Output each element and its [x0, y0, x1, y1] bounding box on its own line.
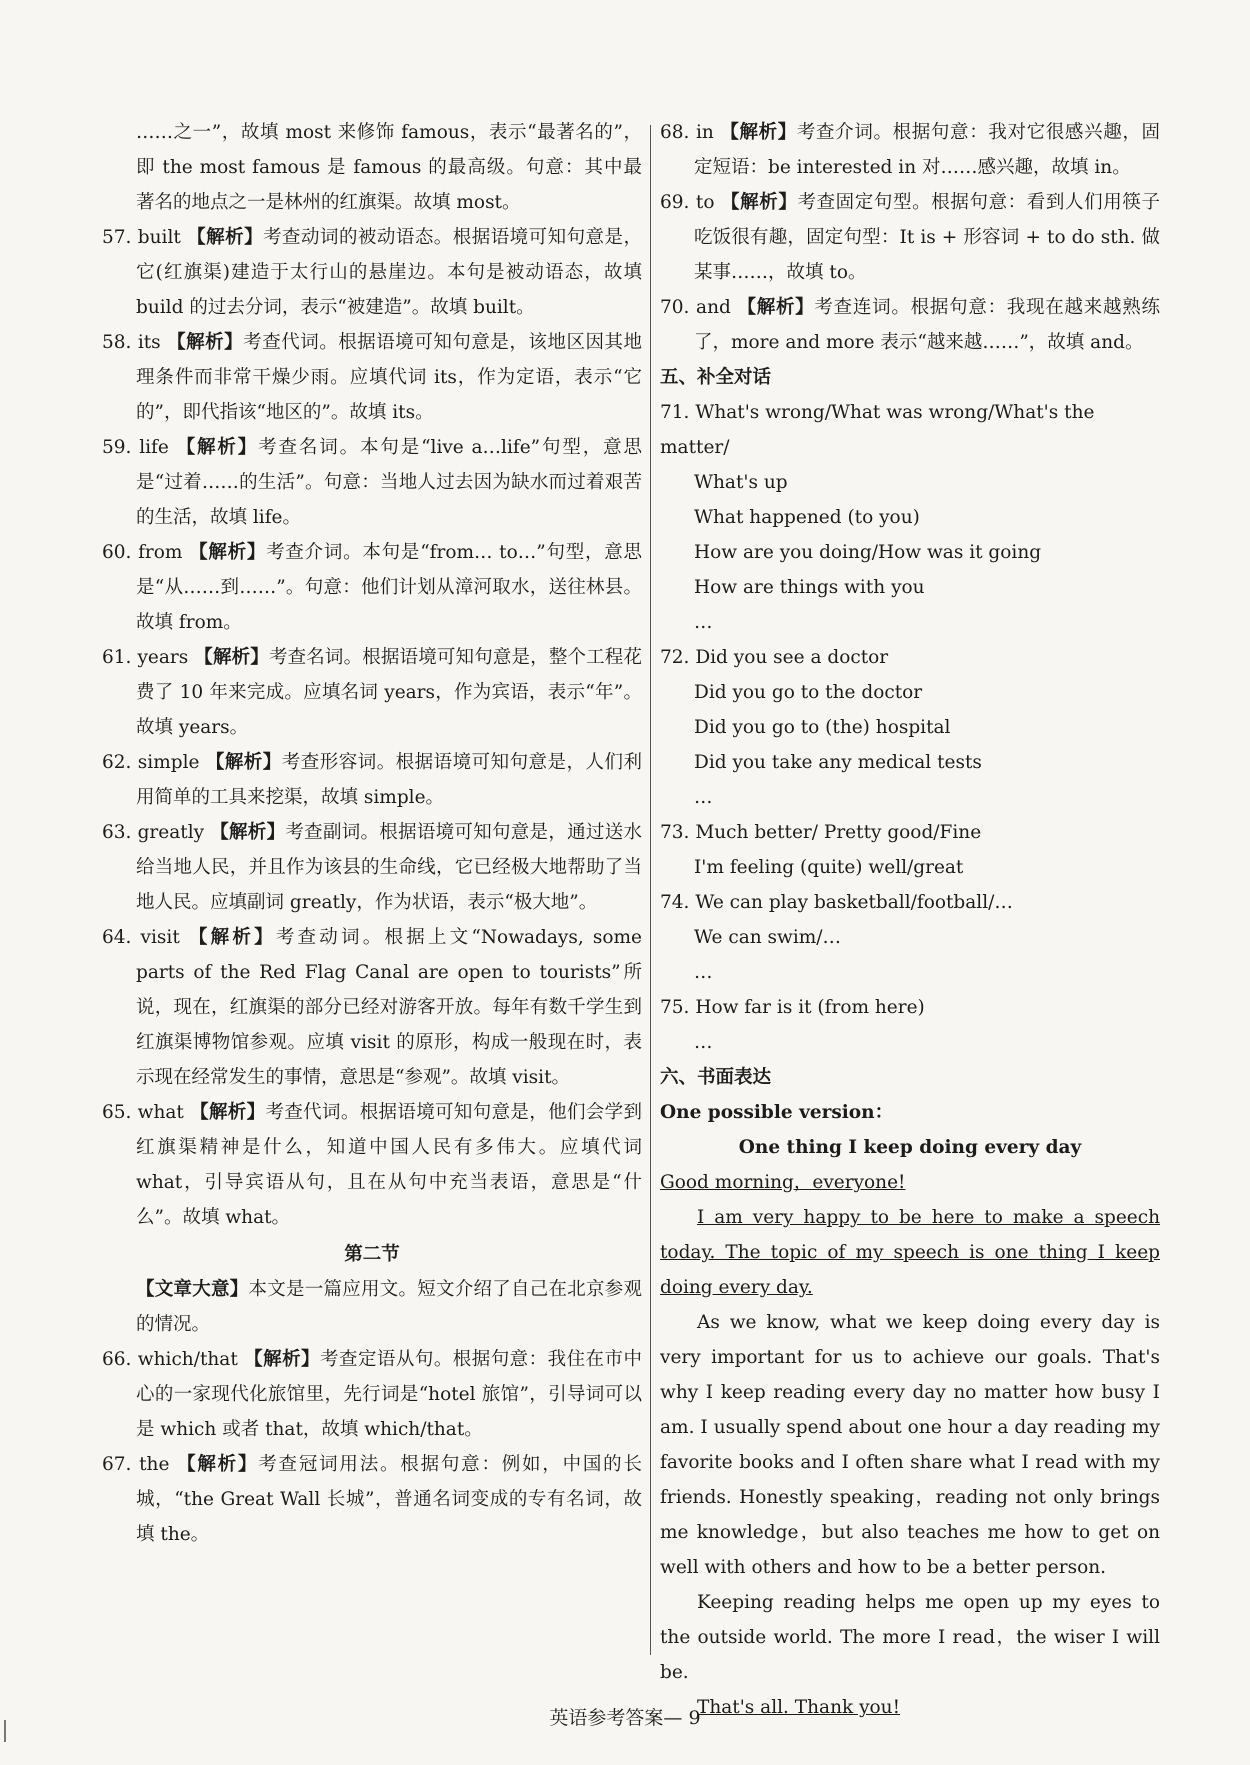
answer-word: greatly: [137, 822, 205, 843]
answer-item: [102, 1095, 642, 1235]
section6-title: 六、书面表达: [660, 1067, 772, 1088]
answer-item: [660, 115, 1160, 185]
dialog-number: 72.: [660, 647, 690, 668]
answer-number: 60.: [102, 542, 132, 563]
margin-mark: [4, 1720, 6, 1742]
dialog-line: …: [694, 787, 713, 808]
analysis-tag: 【解析】: [721, 192, 798, 213]
right-column: [660, 115, 1160, 1725]
analysis-tag: 【解析】: [210, 822, 286, 843]
dialog-line: …: [694, 962, 713, 983]
answer-item: [102, 220, 642, 325]
answer-item: [660, 290, 1160, 360]
dialog-answer: [660, 395, 1160, 465]
answer-item: [102, 640, 642, 745]
answer-number: 66.: [102, 1349, 132, 1370]
dialog-line: …: [694, 612, 713, 633]
analysis-tag: 【解析】: [190, 1102, 266, 1123]
answer-number: 65.: [102, 1102, 132, 1123]
answer-number: 67.: [102, 1454, 132, 1475]
analysis-text: 考查副词。根据语境可知句意是，通过送水给当地人民，并且作为该县的生命线，它已经极大地帮助了当地人民。应填副词 greatly，作为状语，表示“极大地”。: [136, 822, 642, 913]
answer-word: life: [139, 437, 169, 458]
analysis-tag: 【解析】: [737, 297, 815, 318]
analysis-text: 考查代词。根据语境可知句意是，该地区因其地理条件而非常干燥少雨。应填代词 its，作为定语，表示“它的”，即代指该“地区的”。故填 its。: [136, 332, 642, 423]
summary-tag: 【文章大意】: [136, 1279, 249, 1300]
dialog-number: 75.: [660, 997, 690, 1018]
answer-item: [102, 430, 642, 535]
answer-word: from: [138, 542, 183, 563]
dialog-number: 71.: [660, 402, 690, 423]
analysis-tag: 【解析】: [188, 927, 276, 948]
answer-item: [102, 920, 642, 1095]
dialog-line: How far is it (from here): [695, 997, 925, 1018]
answer-number: 59.: [102, 437, 132, 458]
answer-word: built: [137, 227, 181, 248]
dialog-line: What happened (to you): [694, 507, 920, 528]
answer-word: years: [137, 647, 189, 668]
answer-word: the: [139, 1454, 170, 1475]
analysis-tag: 【解析】: [187, 227, 264, 248]
dialog-line: We can play basketball/football/…: [695, 892, 1013, 913]
answer-item: [102, 745, 642, 815]
essay-paragraph-2: As we know, what we keep doing every day is very important for us to achieve our goals. That's why I keep reading every day no matter how busy I am. I usually spend about one hour a day reading my favorite books and I often share what I read with my friends. Honestly speaking，reading not only brings me knowledge，but also teaches me how to get on well with others and how to be a better person.: [660, 1312, 1160, 1578]
dialog-answer: [660, 885, 1160, 920]
analysis-tag: 【解析】: [244, 1349, 321, 1370]
analysis-tag: 【解析】: [194, 647, 269, 668]
dialog-answer: [660, 815, 1160, 850]
analysis-tag: 【解析】: [205, 752, 282, 773]
analysis-text: 考查动词的被动语态。根据语境可知句意是，它(红旗渠)建造于太行山的悬崖边。本句是被动语态，故填 build 的过去分词，表示“被建造”。故填 built。: [136, 227, 642, 318]
analysis-text: 考查固定句型。根据句意：看到人们用筷子吃饭很有趣，固定句型：It is + 形容词 + to do sth. 做某事……，故填 to。: [694, 192, 1160, 283]
summary-text: 本文是一篇应用文。短文介绍了自己在北京参观的情况。: [136, 1279, 642, 1335]
answer-word: to: [695, 192, 715, 213]
answer-item: [102, 1447, 642, 1552]
answer-number: 69.: [660, 192, 690, 213]
dialog-line: …: [694, 1032, 713, 1053]
dialog-line: What's wrong/What was wrong/What's the matter/: [660, 402, 1095, 458]
answer-word: in: [695, 122, 714, 143]
analysis-text: 考查连词。根据句意：我现在越来越熟练了，more and more 表示“越来越……”，故填 and。: [694, 297, 1160, 353]
answer-number: 57.: [102, 227, 132, 248]
essay-greeting: Good morning，everyone!: [660, 1172, 906, 1193]
analysis-text: 考查介词。本句是“from… to…”句型，意思是“从……到……”。句意：他们计划从漳河取水，送往林县。故填 from。: [136, 542, 642, 633]
analysis-text: 考查名词。根据语境可知句意是，整个工程花费了 10 年来完成。应填名词 years，作为宾语，表示“年”。故填 years。: [136, 647, 642, 738]
answer-item: [660, 185, 1160, 290]
dialog-line: What's up: [694, 472, 788, 493]
answer-number: 62.: [102, 752, 132, 773]
essay-paragraph-3: Keeping reading helps me open up my eyes to the outside world. The more I read，the wiser I will be.: [660, 1592, 1160, 1683]
analysis-tag: 【解析】: [177, 1454, 259, 1475]
summary-paragraph: [102, 1272, 642, 1342]
answer-word: what: [137, 1102, 184, 1123]
answer-number: 64.: [102, 927, 132, 948]
analysis-tag: 【解析】: [720, 122, 797, 143]
analysis-text: 考查介词。根据句意：我对它很感兴趣，固定短语：be interested in 对……感兴趣，故填 in。: [694, 122, 1160, 178]
answer-item: [102, 325, 642, 430]
analysis-text: 考查形容词。根据语境可知句意是，人们利用简单的工具来挖渠，故填 simple。: [136, 752, 642, 808]
analysis-text: 考查名词。本句是“live a…life”句型，意思是“过着……的生活”。句意：当地人过去因为缺水而过着艰苦的生活，故填 life。: [136, 437, 642, 528]
dialog-line: We can swim/…: [694, 927, 842, 948]
analysis-text: 考查冠词用法。根据句意：例如，中国的长城，“the Great Wall 长城”，普通名词变成的专有名词，故填 the。: [136, 1454, 642, 1545]
answer-number: 63.: [102, 822, 132, 843]
page-footer: 英语参考答案— 9: [549, 1707, 701, 1729]
answer-item: [102, 815, 642, 920]
dialog-line: How are things with you: [694, 577, 925, 598]
column-divider: [650, 125, 651, 1655]
answer-word: and: [696, 297, 731, 318]
essay-closing: That's all. Thank you!: [697, 1697, 901, 1718]
answer-number: 61.: [102, 647, 132, 668]
dialog-line: Did you go to (the) hospital: [694, 717, 951, 738]
answer-number: 70.: [660, 297, 690, 318]
dialog-line: I'm feeling (quite) well/great: [694, 857, 964, 878]
answer-word: simple: [137, 752, 200, 773]
section5-title: 五、补全对话: [660, 367, 772, 388]
section2-title: 第二节: [344, 1244, 400, 1265]
dialog-answer: [660, 640, 1160, 675]
dialog-number: 73.: [660, 822, 690, 843]
dialog-line: Did you see a doctor: [695, 647, 889, 668]
dialog-answer: [660, 990, 1160, 1025]
answer-word: its: [137, 332, 161, 353]
analysis-tag: 【解析】: [176, 437, 259, 458]
answer-item: [102, 1342, 642, 1447]
essay-body: [660, 1165, 1160, 1725]
dialog-line: Did you go to the doctor: [694, 682, 923, 703]
analysis-text: 考查定语从句。根据句意：我住在市中心的一家现代化旅馆里，先行词是“hotel 旅馆”，引导词可以是 which 或者 that，故填 which/that。: [136, 1349, 642, 1440]
intro-paragraph: ……之一”，故填 most 来修饰 famous，表示“最著名的”，即 the most famous 是 famous 的最高级。句意：其中最著名的地点之一是林州的红旗渠。故填 most。: [136, 122, 642, 213]
answer-item: [102, 535, 642, 640]
dialog-line: How are you doing/How was it going: [694, 542, 1042, 563]
left-column: [102, 115, 642, 1552]
answer-number: 68.: [660, 122, 690, 143]
analysis-tag: 【解析】: [189, 542, 267, 563]
answer-word: which/that: [137, 1349, 238, 1370]
answer-word: visit: [140, 927, 180, 948]
essay-title: One thing I keep doing every day: [738, 1137, 1082, 1158]
answer-number: 58.: [102, 332, 132, 353]
dialog-line: Did you take any medical tests: [694, 752, 982, 773]
version-label: One possible version：: [660, 1102, 894, 1123]
analysis-text: 考查动词。根据上文“Nowadays, some parts of the Red Flag Canal are open to tourists”所说，现在，红旗渠的部分已经对游客开放。每年有数千学生到红旗渠博物馆参观。应填 visit 的原形，构成一般现在时，表示现在经常发生的事情，意思是“参观”。故填 visit。: [136, 927, 642, 1088]
analysis-text: 考查代词。根据语境可知句意是，他们会学到红旗渠精神是什么，知道中国人民有多伟大。应填代词 what，引导宾语从句，且在从句中充当表语，意思是“什么”。故填 what。: [136, 1102, 642, 1228]
dialog-number: 74.: [660, 892, 690, 913]
analysis-tag: 【解析】: [167, 332, 244, 353]
dialog-line: Much better/ Pretty good/Fine: [695, 822, 982, 843]
essay-paragraph-1: I am very happy to be here to make a speech today. The topic of my speech is one thing I keep doing every day.: [660, 1207, 1160, 1298]
